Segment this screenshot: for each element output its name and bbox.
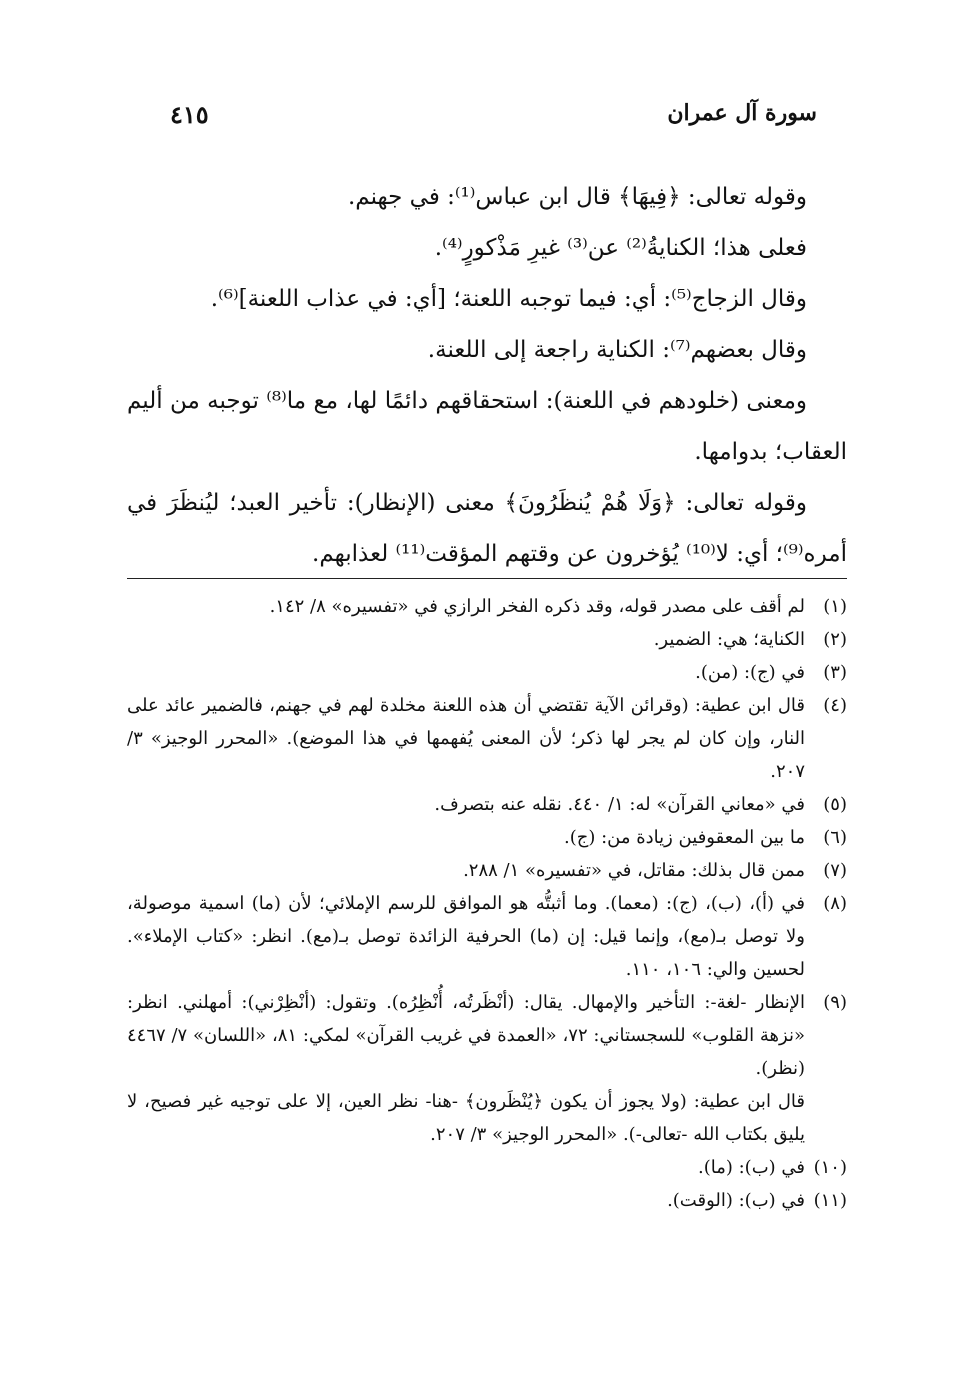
footnote-11 — [127, 1184, 847, 1217]
footnote-number: (٩) — [823, 992, 847, 1013]
footnote-6 — [127, 821, 847, 854]
footnote-number: (٤) — [823, 695, 847, 716]
footnote-number: (١) — [823, 596, 847, 617]
paragraph-1: وقوله تعالى: ﴿فِيهَا﴾ قال ابن عباس⁽¹⁾: في جهنم. — [347, 184, 807, 210]
footnote-text: في (أ)، (ب)، (ج): (معما). وما أثبتُّه هو الموافق للرسم الإملائي؛ لأن (ما) اسمية موصولة، ولا توصل بـ(مع)، وإنما قيل: إن (ما) الحرفية الزائدة توصل بـ(مع). انظر: «كتاب الإملاء». لحسين والي: ١٠٦، ١١٠. — [127, 893, 805, 980]
footnote-1 — [127, 590, 847, 623]
paragraph-2: فعلى هذا؛ الكنايةُ⁽²⁾ عن⁽³⁾ غيرِ مَذْكورٍ⁽⁴⁾. — [434, 235, 807, 261]
footnote-number: (٧) — [823, 860, 847, 881]
footnote-text: قال ابن عطية: (وقرائن الآية تقتضي أن هذه اللعنة مخلدة لهم في جهنم، فالضمير عائد على النار، وإن كان لم يجر لها ذكر؛ لأن المعنى يُفهمها في هذا الموضع). «المحرر الوجيز» ٣/ ٢٠٧. — [127, 695, 806, 782]
footnote-9-continuation: قال ابن عطية: (ولا يجوز أن يكون ﴿يُنْظَرون﴾ -هنا- نظر العين، إلا على توجيه غير فصيح، لا يليق بكتاب الله -تعالى-). «المحرر الوجيز» ٣/ ٢٠٧. — [127, 1091, 805, 1145]
footnote-number: (٢) — [823, 629, 847, 650]
footnote-3 — [127, 656, 847, 689]
footnote-8 — [127, 887, 847, 986]
footnote-7 — [127, 854, 847, 887]
footnote-text: الكناية؛ هي: الضمير. — [653, 629, 805, 650]
paragraph-3: وقال الزجاج⁽⁵⁾: أي: فيما توجبه اللعنة؛ [أي: في عذاب اللعنة]⁽⁶⁾. — [210, 286, 807, 312]
paragraph-4: وقال بعضهم⁽⁷⁾: الكناية راجعة إلى اللعنة. — [427, 337, 807, 363]
footnote-text: في (ب): (ما). — [698, 1157, 805, 1178]
footnote-5 — [127, 788, 847, 821]
footnote-text: في «معاني القرآن» له: ١/ ٤٤٠. نقله عنه بتصرف. — [434, 794, 805, 815]
footnotes — [127, 590, 847, 1217]
footnote-text: ممن قال بذلك: مقاتل، في «تفسيره» ١/ ٢٨٨. — [463, 860, 805, 881]
footnote-number: (٦) — [823, 827, 847, 848]
main-text — [127, 172, 847, 580]
footnote-text: الإنظار -لغة-: التأخير والإمهال. يقال: (أنْظَرتُه، أُنْظِرُه). وتقول: (أنْظِرْني): أمهلني. انظر: «نزهة القلوب» للسجستاني: ٧٢، «العمدة في غريب القرآن» لمكي: ٨١، «اللسان» ٧/ ٤٤٦٧ (نظر). — [127, 992, 805, 1079]
footnote-text: في (ب): (الوقت). — [667, 1190, 805, 1211]
footnote-number: (١١) — [813, 1190, 847, 1211]
paragraph-6: وقوله تعالى: ﴿وَلَا هُمْ يُنظَرُونَ﴾ معنى (الإنظار): تأخير العبد؛ ليُنظَرَ في أمره⁽⁹⁾؛ أي: لا⁽¹⁰⁾ يُؤخرون عن وقتهم المؤقت⁽¹¹⁾ لعذابهم. — [127, 490, 847, 567]
footnote-9 — [127, 986, 847, 1085]
footnote-10 — [127, 1151, 847, 1184]
page-number: ٤١٥ — [170, 100, 209, 129]
footnote-text: ما بين المعقوفين زيادة من: (ج). — [563, 827, 805, 848]
footnote-text: في (ج): (من). — [695, 662, 805, 683]
footnote-number: (٣) — [823, 662, 847, 683]
footnote-4 — [127, 689, 847, 788]
footnote-number: (٥) — [823, 794, 847, 815]
page-header — [170, 100, 817, 140]
footnote-2 — [127, 623, 847, 656]
paragraph-5: ومعنى (خلودهم في اللعنة): استحقاقهم دائمًا لها، مع ما⁽⁸⁾ توجبه من أليم العقاب؛ بدوامها. — [127, 388, 847, 465]
running-title: سورة آل عمران — [667, 100, 817, 126]
footnote-text: لم أقف على مصدر قوله، وقد ذكره الفخر الرازي في «تفسيره» ٨/ ١٤٢. — [269, 596, 805, 617]
footnote-number: (١٠) — [813, 1157, 847, 1178]
footnote-divider — [127, 578, 847, 579]
footnote-number: (٨) — [823, 893, 847, 914]
